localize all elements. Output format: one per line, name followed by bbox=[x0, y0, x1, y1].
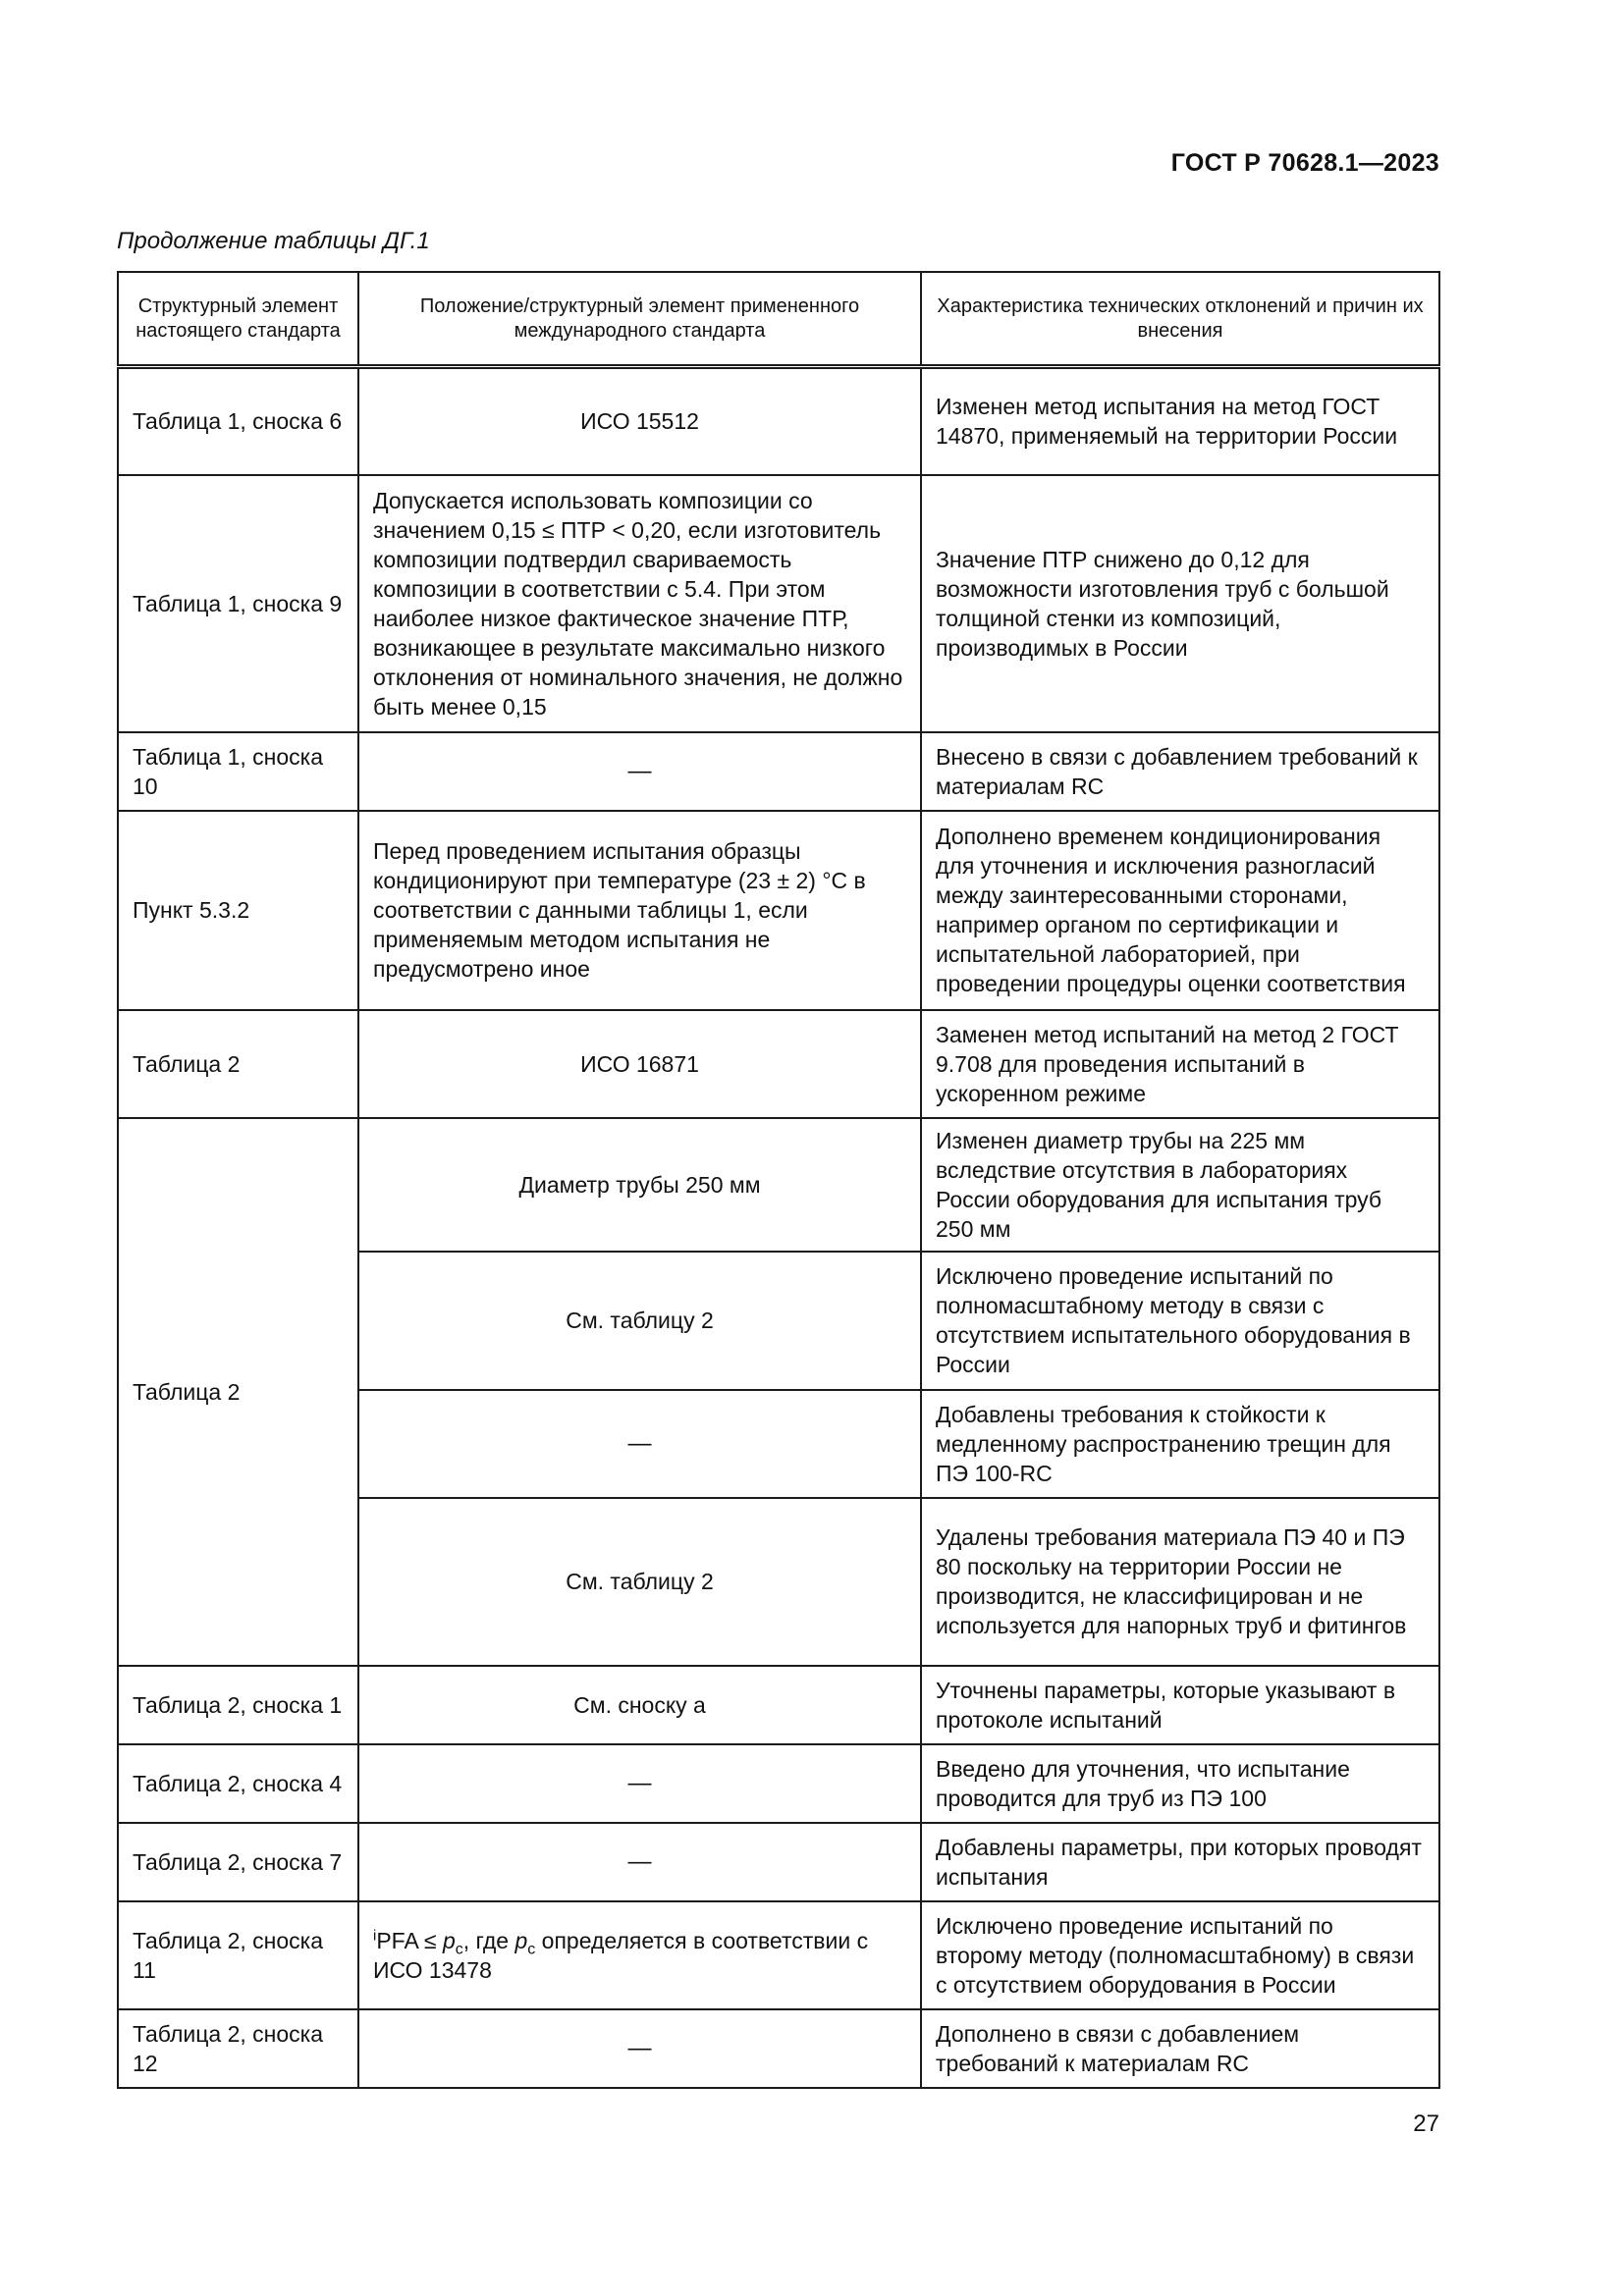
table-continuation-caption: Продолжение таблицы ДГ.1 bbox=[117, 228, 430, 254]
row-description: Уточнены параметры, которые указывают в протоколе испытаний bbox=[921, 1666, 1439, 1744]
table-row bbox=[118, 367, 1439, 475]
row-description: Введено для уточнения, что испытание проводится для труб из ПЭ 100 bbox=[921, 1744, 1439, 1823]
row-position: — bbox=[358, 1390, 921, 1498]
column-header-element: Структурный элемент настоящего стандарта bbox=[118, 272, 358, 367]
row-position: Диаметр трубы 250 мм bbox=[358, 1118, 921, 1252]
row-position: См. таблицу 2 bbox=[358, 1252, 921, 1390]
row-element: Таблица 1, сноска 10 bbox=[118, 732, 358, 811]
row-position: ИСО 15512 bbox=[358, 367, 921, 475]
table-row bbox=[118, 1118, 1439, 1252]
formula-variable: p bbox=[442, 1927, 456, 1953]
table-row bbox=[118, 475, 1439, 732]
formula-middle: , где bbox=[462, 1927, 515, 1953]
row-position: — bbox=[358, 1823, 921, 1901]
row-description: Дополнено в связи с добавлением требований к материалам RC bbox=[921, 2009, 1439, 2088]
row-element: Таблица 1, сноска 6 bbox=[118, 367, 358, 475]
row-description: Исключено проведение испытаний по второму методу (полномасштабному) в связи с отсутствием оборудования в России bbox=[921, 1901, 1439, 2009]
column-header-description: Характеристика технических отклонений и причин их внесения bbox=[921, 272, 1439, 367]
row-description: Дополнено временем кондиционирования для уточнения и исключения разногласий между заинтересованными сторонами, например органом по сертификации и испытательной лабораторией, при проведении процедуры оценки соответствия bbox=[921, 811, 1439, 1010]
table-row bbox=[118, 732, 1439, 811]
row-position: Допускается использовать композиции со значением 0,15 ≤ ПТР < 0,20, если изготовитель композиции подтвердил свариваемость композиции в соответствии с 5.4. При этом наиболее низкое фактическое значение ПТР, возникающее в результате максимально низкого отклонения от номинального значения, не должно быть менее 0,15 bbox=[358, 475, 921, 732]
page-number: 27 bbox=[1413, 2110, 1439, 2137]
row-element: Пункт 5.3.2 bbox=[118, 811, 358, 1010]
row-description: Добавлены требования к стойкости к медленному распространению трещин для ПЭ 100-RC bbox=[921, 1390, 1439, 1498]
table-row bbox=[118, 1744, 1439, 1823]
formula-main: PFA ≤ bbox=[376, 1927, 443, 1953]
row-element: Таблица 2, сноска 12 bbox=[118, 2009, 358, 2088]
formula-subscript-2: c bbox=[527, 1941, 536, 1958]
row-description: Значение ПТР снижено до 0,12 для возможности изготовления труб с большой толщиной стенки из композиций, производимых в России bbox=[921, 475, 1439, 732]
row-description: Удалены требования материала ПЭ 40 и ПЭ 80 поскольку на территории России не производится, не классифицирован и не используется для напорных труб и фитингов bbox=[921, 1498, 1439, 1666]
table-row bbox=[118, 1666, 1439, 1744]
table-row bbox=[118, 1901, 1439, 2009]
table-row bbox=[118, 2009, 1439, 2088]
formula-variable-2: p bbox=[514, 1927, 528, 1953]
row-description: Исключено проведение испытаний по полномасштабному методу в связи с отсутствием испытательного оборудования в России bbox=[921, 1252, 1439, 1390]
row-position: См. сноску а bbox=[358, 1666, 921, 1744]
column-header-position: Положение/структурный элемент примененного международного стандарта bbox=[358, 272, 921, 367]
row-description: Внесено в связи с добавлением требований к материалам RC bbox=[921, 732, 1439, 811]
row-position: См. таблицу 2 bbox=[358, 1498, 921, 1666]
row-element: Таблица 2, сноска 1 bbox=[118, 1666, 358, 1744]
formula-rest: определяется в соответствии с ИСО 13478 bbox=[373, 1927, 869, 1983]
row-description: Изменен метод испытания на метод ГОСТ 14870, применяемый на территории России bbox=[921, 367, 1439, 475]
formula-subscript: c bbox=[455, 1941, 463, 1958]
group-element: Таблица 2 bbox=[118, 1118, 358, 1666]
row-position: — bbox=[358, 1744, 921, 1823]
row-position-formula bbox=[358, 1901, 921, 2009]
row-description: Заменен метод испытаний на метод 2 ГОСТ 9.708 для проведения испытаний в ускоренном режиме bbox=[921, 1010, 1439, 1118]
document-code: ГОСТ Р 70628.1—2023 bbox=[1170, 149, 1439, 177]
row-description: Изменен диаметр трубы на 225 мм вследствие отсутствия в лабораториях России оборудования для испытания труб 250 мм bbox=[921, 1118, 1439, 1252]
table-row bbox=[118, 811, 1439, 1010]
row-element: Таблица 2 bbox=[118, 1010, 358, 1118]
row-element: Таблица 2, сноска 11 bbox=[118, 1901, 358, 2009]
row-description: Добавлены параметры, при которых проводят испытания bbox=[921, 1823, 1439, 1901]
deviations-table bbox=[117, 271, 1440, 2089]
row-position: ИСО 16871 bbox=[358, 1010, 921, 1118]
row-element: Таблица 2, сноска 7 bbox=[118, 1823, 358, 1901]
table-row bbox=[118, 1823, 1439, 1901]
row-position: — bbox=[358, 732, 921, 811]
row-position: Перед проведением испытания образцы кондиционируют при температуре (23 ± 2) °С в соответствии с данными таблицы 1, если применяемым методом испытания не предусмотрено иное bbox=[358, 811, 921, 1010]
table-row bbox=[118, 1010, 1439, 1118]
row-element: Таблица 2, сноска 4 bbox=[118, 1744, 358, 1823]
formula-superscript: i bbox=[373, 1926, 377, 1944]
table-header-row bbox=[118, 272, 1439, 367]
row-position: — bbox=[358, 2009, 921, 2088]
row-element: Таблица 1, сноска 9 bbox=[118, 475, 358, 732]
